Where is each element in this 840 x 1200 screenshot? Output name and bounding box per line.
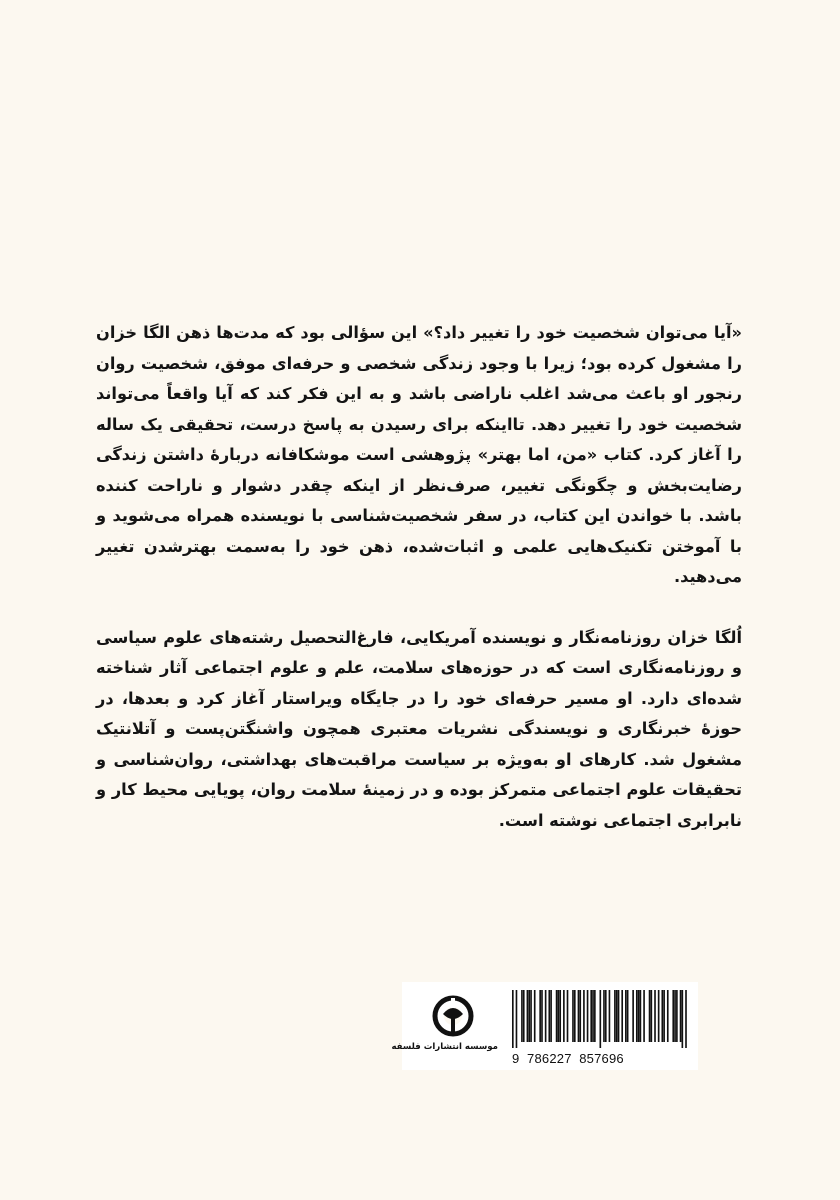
- barcode-bar: [680, 990, 682, 1042]
- barcode-bars: [512, 990, 687, 1048]
- barcode-bar: [541, 990, 543, 1042]
- barcode-bar: [627, 990, 629, 1042]
- publisher-block: [391, 994, 498, 1060]
- barcode-bar: [558, 990, 560, 1042]
- barcode-bar: [556, 990, 558, 1042]
- barcode-bar: [603, 990, 605, 1042]
- barcode-bar: [528, 990, 530, 1042]
- barcode-bar: [621, 990, 623, 1042]
- barcode-bar: [616, 990, 618, 1042]
- barcode-bar: [512, 990, 514, 1048]
- barcode-bar: [587, 990, 589, 1042]
- barcode-bar: [636, 990, 638, 1042]
- back-cover-text: [96, 318, 742, 836]
- barcode-bar: [563, 990, 565, 1042]
- barcode-bar: [572, 990, 574, 1042]
- barcode-bar: [578, 990, 580, 1042]
- barcode-bar: [574, 990, 576, 1042]
- barcode-bar: [649, 990, 651, 1042]
- barcode-publisher-box: [391, 982, 698, 1070]
- description-paragraph-1: «آیا می‌توان شخصیت خود را تغییر داد؟» این سؤالی بود که مدت‌ها ذهن الگا خزان را مشغول کرده بود؛ زیرا با وجود زندگی شخصی و حرفه‌ای موفق، شخصیت روان رنجور او باعث می‌شد اغلب ناراضی باشد و به این فکر کند که آیا واقعاً می‌تواند شخصیت خود را تغییر دهد. تااینکه برای رسیدن به پاسخ درست، تحقیقی یک ساله را آغاز کرد. کتاب «من، اما بهتر» پژوهشی است موشکافانه دربارهٔ داشتن زندگی رضایت‌بخش و چگونگی تغییر، صرف‌نظر از اینکه چقدر دشوار و ناراحت کننده باشد. با خواندن این کتاب، در سفر شخصیت‌شناسی با نویسنده همراه می‌شوید و با آموختن تکنیک‌هایی علمی و اثبات‌شده، ذهن خود را به‌سمت بهترشدن تغییر می‌دهید.: [96, 323, 742, 586]
- barcode-bar: [548, 990, 550, 1042]
- barcode-bar: [523, 990, 525, 1042]
- barcode-bar: [632, 990, 634, 1042]
- barcode-bar: [614, 990, 616, 1042]
- barcode-bar: [545, 990, 547, 1042]
- barcode-bar: [643, 990, 645, 1042]
- barcode-bar: [676, 990, 678, 1042]
- barcode-bar: [516, 990, 518, 1048]
- barcode-bar: [592, 990, 594, 1042]
- barcode-bar: [583, 990, 585, 1042]
- barcode-bar: [530, 990, 532, 1042]
- barcode-bar: [521, 990, 523, 1042]
- barcode-bar: [661, 990, 663, 1042]
- barcode-bar: [534, 990, 536, 1042]
- barcode-bar: [559, 990, 561, 1042]
- publisher-name: موسسه انتشارات فلسفه: [391, 1042, 498, 1052]
- barcode-bar: [605, 990, 607, 1042]
- barcode-bar: [654, 990, 656, 1042]
- barcode-bar: [651, 990, 653, 1042]
- barcode-bar: [674, 990, 676, 1042]
- barcode-bar: [567, 990, 569, 1042]
- barcode-bar: [667, 990, 669, 1042]
- barcode-bar: [638, 990, 640, 1042]
- author-bio-paragraph: اُلگا خزان روزنامه‌نگار و نویسنده آمریکایی، فارغ‌التحصیل رشته‌های علوم سیاسی و روزنامه‌نگاری است که در حوزه‌های سلامت، علم و علوم اجتماعی آثار شناخته شده‌ای دارد. او مسیر حرفه‌ای خود را در جایگاه ویراستار آغاز کرد و بعدها، در حوزهٔ خبرنگاری و نویسندگی نشریات معتبری همچون واشنگتن‌پست و آتلانتیک مشغول شد. کارهای او به‌ویژه بر سیاست مراقبت‌های بهداشتی، روان‌شناسی و تحقیقات علوم اجتماعی متمرکز بوده و در زمینهٔ سلامت روان، پویایی محیط کار و نابرابری اجتماعی نوشته است.: [96, 627, 742, 830]
- barcode-bar: [672, 990, 674, 1042]
- barcode-bar: [618, 990, 620, 1042]
- barcode-bar: [550, 990, 552, 1042]
- barcode-bar: [640, 990, 642, 1042]
- barcode-bar: [685, 990, 687, 1048]
- isbn-barcode: [512, 990, 687, 1064]
- barcode-bar: [663, 990, 665, 1042]
- barcode-bar: [609, 990, 611, 1042]
- publisher-logo-icon: [431, 994, 475, 1038]
- barcode-bar: [527, 990, 529, 1042]
- barcode-bar: [625, 990, 627, 1042]
- barcode-bar: [658, 990, 660, 1042]
- barcode-bar: [579, 990, 581, 1042]
- barcode-bar: [594, 990, 596, 1042]
- barcode-bar: [590, 990, 592, 1042]
- barcode-bar: [539, 990, 541, 1042]
- barcode-bar: [682, 990, 684, 1048]
- barcode-bar: [600, 990, 602, 1048]
- barcode-digits: 9 786227 857696: [512, 1051, 624, 1066]
